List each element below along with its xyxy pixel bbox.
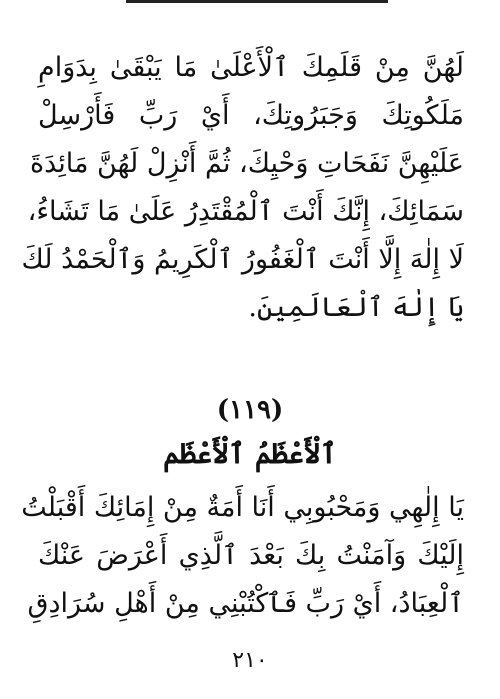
prayer-heading: ٱلْأَعْظَمُ ٱلْأَعْظَم [163,437,337,470]
text-line: لَا إِلٰهَ إِلَّا أَنْتَ ٱلْغَفُورُ ٱلْكَرِيمُ وَٱلْحَمْدُ لَكَ [21,244,464,275]
text-line: سَمَائِكَ، إِنَّكَ أَنْتَ ٱلْمُقْتَدِرُ عَلَىٰ مَا تَشَاءُ، [27,196,464,227]
top-rule [126,0,388,3]
prayer-119-text [21,484,464,628]
text-line: يَا إِلٰهِي وَمَحْبُوبِي أَنَا أَمَةٌ مِنْ إِمَائِكَ أَقْبَلْتُ [21,492,464,523]
prayer-number: (١١٩) [216,395,284,425]
text-line: يَا إِلٰهَ ٱلْعَالَمِينَ. [248,292,464,323]
text-line: ٱلْعِبَادُ، أَيْ رَبِّ فَٱكْتُبْنِي مِنْ أَهْلِ سُرَادِقِ [27,588,464,619]
prayer-118-text [21,44,464,332]
text-line: مَلَكُوتِكَ وَجَبَرُوتِكَ، أَيْ رَبِّ فَأَرْسِلْ [38,100,464,131]
text-line: عَلَيْهِنَّ نَفَحَاتِ وَحْيِكَ، ثُمَّ أَنْزِلْ لَهُنَّ مَائِدَةَ [29,148,464,179]
text-line: لَهُنَّ مِنْ قَلَمِكَ ٱلْأَعْلَىٰ مَا يَبْقَىٰ بِدَوَامِ [38,52,464,83]
text-line: إِلَيْكَ وَآمَنْتُ بِكَ بَعْدَ ٱلَّذِي أَعْرَضَ عَنْكَ [38,540,464,571]
page-number: ٢١٠ [232,648,268,673]
